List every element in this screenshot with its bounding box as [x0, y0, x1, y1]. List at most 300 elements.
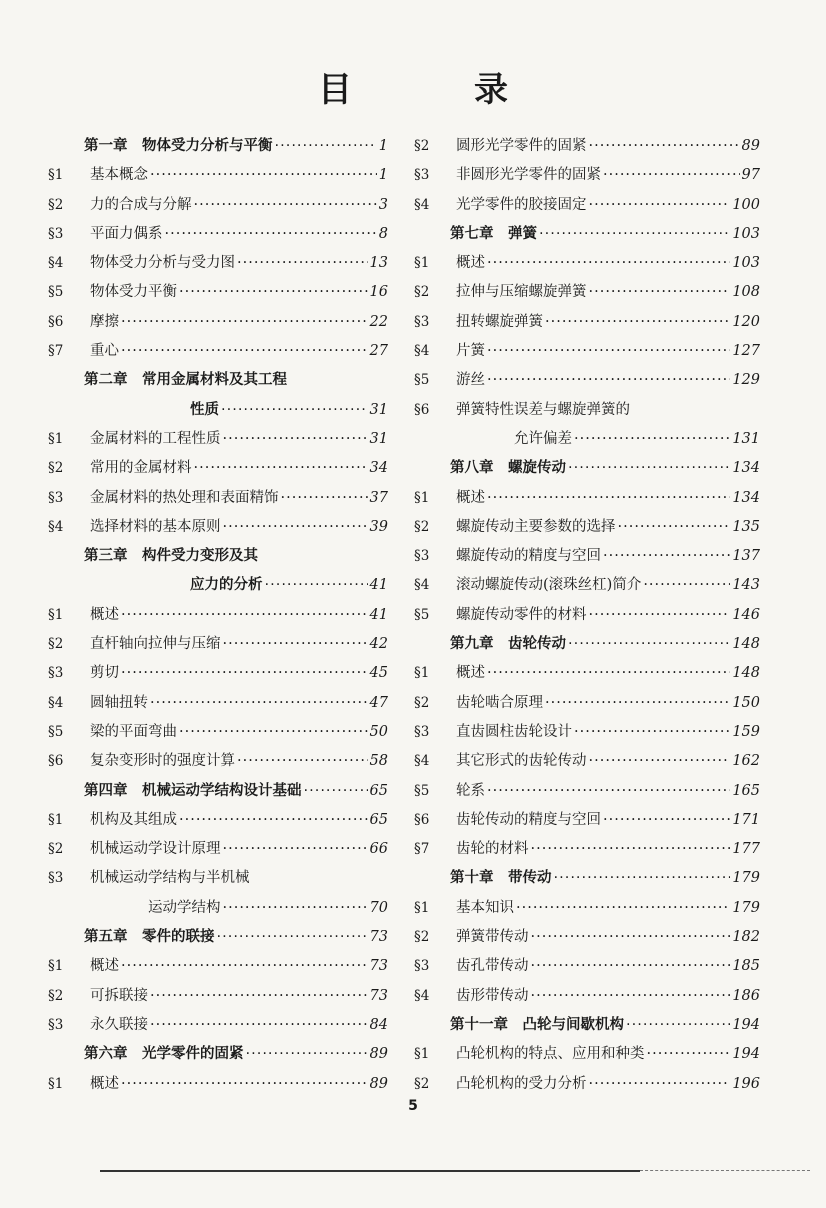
- section-number: §1: [414, 899, 430, 916]
- toc-chapter-row[interactable]: [48, 132, 388, 161]
- chapter-title: 第六章 光学零件的固紧: [84, 1046, 244, 1063]
- section-number: §4: [414, 343, 430, 360]
- dot-leader: [487, 337, 730, 366]
- toc-section-row[interactable]: [48, 220, 388, 249]
- section-number: §3: [414, 958, 430, 975]
- dot-leader: [265, 571, 368, 600]
- section-title: 弹簧特性误差与螺旋弹簧的: [456, 401, 630, 418]
- section-number: §6: [48, 753, 64, 770]
- dot-leader: [618, 513, 731, 542]
- chapter-title: 性质: [190, 401, 219, 418]
- dot-leader: [589, 278, 731, 307]
- page-ref: 84: [369, 1016, 388, 1033]
- section-number: §1: [48, 1075, 64, 1092]
- toc-left-column: [48, 132, 388, 1099]
- page-ref: 73: [369, 929, 388, 946]
- toc-section-row[interactable]: [48, 806, 388, 835]
- dot-leader: [589, 191, 731, 220]
- section-number: §3: [48, 870, 64, 887]
- section-title: 直齿圆柱齿轮设计: [456, 723, 572, 740]
- section-title: 游丝: [456, 372, 485, 389]
- toc-section-row[interactable]: [414, 601, 760, 630]
- section-number: §5: [48, 723, 64, 740]
- toc-section-row[interactable]: [414, 747, 760, 776]
- toc-section-row[interactable]: [48, 425, 388, 454]
- section-title: 允许偏差: [514, 430, 572, 447]
- page-ref: 27: [369, 343, 388, 360]
- section-number: §1: [414, 665, 430, 682]
- page-number: 5: [408, 1098, 418, 1114]
- section-title: 圆轴扭转: [90, 694, 148, 711]
- section-number: §2: [48, 636, 64, 653]
- section-title: 金属材料的热处理和表面精饰: [90, 489, 279, 506]
- dot-leader: [531, 952, 731, 981]
- dot-leader: [121, 337, 368, 366]
- section-number: §7: [48, 343, 64, 360]
- section-number: §2: [414, 284, 430, 301]
- page-ref: 1: [378, 167, 388, 184]
- page-ref: 42: [369, 636, 388, 653]
- section-number: §3: [414, 313, 430, 330]
- page-ref: 8: [378, 225, 388, 242]
- section-number: §4: [414, 577, 430, 594]
- bottom-rule-dashed: [640, 1170, 810, 1172]
- dot-leader: [531, 982, 731, 1011]
- page-ref: 45: [369, 665, 388, 682]
- dot-leader: [194, 191, 377, 220]
- toc-chapter-row[interactable]: [48, 923, 388, 952]
- toc-section-row[interactable]: [414, 161, 760, 190]
- page-ref: 165: [732, 782, 760, 799]
- dot-leader: [603, 806, 730, 835]
- toc-section-row[interactable]: [414, 689, 760, 718]
- dot-leader: [603, 161, 740, 190]
- page-ref: 16: [369, 284, 388, 301]
- section-number: §3: [414, 723, 430, 740]
- page-ref: 148: [732, 665, 760, 682]
- section-number: §1: [48, 167, 64, 184]
- page-ref: 65: [369, 782, 388, 799]
- section-title: 直杆轴向拉伸与压缩: [90, 636, 221, 653]
- toc-section-row[interactable]: [414, 952, 760, 981]
- toc-chapter-row[interactable]: [414, 454, 760, 483]
- dot-leader: [121, 1070, 368, 1099]
- page-ref: 22: [369, 313, 388, 330]
- section-number: §4: [48, 255, 64, 272]
- dot-leader: [194, 454, 368, 483]
- section-title: 概述: [90, 606, 119, 623]
- section-title: 运动学结构: [148, 899, 221, 916]
- dot-leader: [237, 249, 368, 278]
- section-title: 常用的金属材料: [90, 460, 192, 477]
- dot-leader: [539, 220, 730, 249]
- page-ref: 162: [732, 753, 760, 770]
- section-number: §4: [48, 694, 64, 711]
- toc-section-row[interactable]: [48, 484, 388, 513]
- section-title: 概述: [456, 665, 485, 682]
- page-ref: 127: [732, 343, 760, 360]
- toc-chapter-row[interactable]: [48, 571, 388, 600]
- dot-leader: [487, 366, 730, 395]
- toc-section-row[interactable]: [414, 1040, 760, 1069]
- toc-section-row[interactable]: [414, 806, 760, 835]
- section-title: 滚动螺旋传动(滚珠丝杠)简介: [456, 577, 642, 594]
- section-number: §2: [414, 1075, 430, 1092]
- section-title: 弹簧带传动: [456, 929, 529, 946]
- section-title: 永久联接: [90, 1016, 148, 1033]
- section-number: §3: [48, 489, 64, 506]
- section-title: 齿形带传动: [456, 987, 529, 1004]
- page-ref: 73: [369, 958, 388, 975]
- page-ref: 65: [369, 811, 388, 828]
- page-ref: 50: [369, 723, 388, 740]
- section-title: 物体受力分析与受力图: [90, 255, 235, 272]
- dot-leader: [643, 571, 730, 600]
- toc-section-row[interactable]: [414, 366, 760, 395]
- dot-leader: [647, 1040, 731, 1069]
- dot-leader: [545, 689, 730, 718]
- toc-section-row[interactable]: [48, 952, 388, 981]
- page-ref: 146: [732, 606, 760, 623]
- dot-leader: [150, 689, 368, 718]
- toc-section-row[interactable]: [414, 249, 760, 278]
- section-title: 概述: [90, 1075, 119, 1092]
- toc-chapter-row[interactable]: [414, 1011, 760, 1040]
- section-title: 片簧: [456, 343, 485, 360]
- toc-section-row[interactable]: [414, 923, 760, 952]
- chapter-title: 第五章 零件的联接: [84, 929, 215, 946]
- section-number: §1: [414, 255, 430, 272]
- section-number: §3: [48, 1016, 64, 1033]
- dot-leader: [246, 1040, 368, 1069]
- section-title: 机构及其组成: [90, 811, 177, 828]
- dot-leader: [237, 747, 368, 776]
- toc-section-row[interactable]: [48, 191, 388, 220]
- page-ref: 148: [732, 636, 760, 653]
- section-number: §4: [48, 518, 64, 535]
- section-number: §2: [414, 518, 430, 535]
- toc-section-row[interactable]: [48, 513, 388, 542]
- page-ref: 159: [732, 723, 760, 740]
- toc-section-row[interactable]: [48, 894, 388, 923]
- dot-leader: [487, 484, 730, 513]
- chapter-title: 应力的分析: [190, 577, 263, 594]
- chapter-title: 第二章 常用金属材料及其工程: [84, 372, 287, 389]
- toc-chapter-row[interactable]: [48, 542, 388, 571]
- dot-leader: [121, 308, 368, 337]
- dot-leader: [121, 952, 368, 981]
- section-title: 基本概念: [90, 167, 148, 184]
- page-ref: 13: [369, 255, 388, 272]
- page-ref: 97: [741, 167, 760, 184]
- page-ref: 73: [369, 987, 388, 1004]
- dot-leader: [150, 161, 377, 190]
- page-ref: 34: [369, 460, 388, 477]
- section-number: §1: [48, 958, 64, 975]
- section-number: §3: [414, 548, 430, 565]
- toc-section-row[interactable]: [414, 1070, 760, 1099]
- toc-chapter-row[interactable]: [48, 777, 388, 806]
- page-ref: 37: [369, 489, 388, 506]
- section-title: 摩擦: [90, 313, 119, 330]
- dot-leader: [223, 513, 368, 542]
- page-ref: 194: [732, 1016, 760, 1033]
- section-title: 齿轮的材料: [456, 841, 529, 858]
- section-title: 凸轮机构的受力分析: [456, 1075, 587, 1092]
- toc-section-row[interactable]: [414, 278, 760, 307]
- section-number: §6: [414, 811, 430, 828]
- page-ref: 185: [732, 958, 760, 975]
- toc-section-row[interactable]: [414, 894, 760, 923]
- section-number: §5: [414, 782, 430, 799]
- dot-leader: [179, 718, 368, 747]
- toc-section-row[interactable]: [48, 161, 388, 190]
- toc-section-row[interactable]: [414, 542, 760, 571]
- dot-leader: [223, 630, 368, 659]
- section-title: 复杂变形时的强度计算: [90, 753, 235, 770]
- page-ref: 179: [732, 870, 760, 887]
- section-title: 齿轮啮合原理: [456, 694, 543, 711]
- chapter-title: 第三章 构件受力变形及其: [84, 548, 258, 565]
- dot-leader: [589, 132, 740, 161]
- toc-section-row[interactable]: [48, 718, 388, 747]
- page-ref: 108: [732, 284, 760, 301]
- page-ref: 182: [732, 929, 760, 946]
- page-ref: 70: [369, 899, 388, 916]
- chapter-title: 第十一章 凸轮与间歇机构: [450, 1016, 624, 1033]
- dot-leader: [603, 542, 730, 571]
- section-number: §2: [48, 987, 64, 1004]
- dot-leader: [221, 396, 368, 425]
- dot-leader: [223, 425, 368, 454]
- toc-section-row[interactable]: [48, 689, 388, 718]
- section-title: 剪切: [90, 665, 119, 682]
- toc-section-row[interactable]: [48, 835, 388, 864]
- section-number: §6: [414, 401, 430, 418]
- toc-section-row[interactable]: [48, 1070, 388, 1099]
- dot-leader: [568, 454, 730, 483]
- page-ref: 143: [732, 577, 760, 594]
- dot-leader: [275, 132, 377, 161]
- section-number: §3: [48, 225, 64, 242]
- toc-section-row[interactable]: [48, 747, 388, 776]
- section-number: §2: [48, 841, 64, 858]
- toc-section-row[interactable]: [414, 396, 760, 425]
- toc-chapter-row[interactable]: [48, 1040, 388, 1069]
- dot-leader: [281, 484, 368, 513]
- section-number: §5: [48, 284, 64, 301]
- toc-section-row[interactable]: [414, 484, 760, 513]
- section-title: 梁的平面弯曲: [90, 723, 177, 740]
- toc-section-row[interactable]: [48, 630, 388, 659]
- section-title: 选择材料的基本原则: [90, 518, 221, 535]
- section-title: 物体受力平衡: [90, 284, 177, 301]
- bottom-rule: [100, 1170, 640, 1172]
- dot-leader: [531, 923, 731, 952]
- section-number: §5: [414, 372, 430, 389]
- page-ref: 41: [369, 577, 388, 594]
- dot-leader: [589, 1070, 731, 1099]
- dot-leader: [487, 659, 730, 688]
- section-title: 重心: [90, 343, 119, 360]
- toc-section-row[interactable]: [48, 601, 388, 630]
- section-title: 圆形光学零件的固紧: [456, 138, 587, 154]
- section-title: 螺旋传动主要参数的选择: [456, 518, 616, 535]
- page-ref: 196: [732, 1075, 760, 1092]
- toc-section-row[interactable]: [414, 513, 760, 542]
- dot-leader: [121, 659, 368, 688]
- section-title: 螺旋传动的精度与空回: [456, 548, 601, 565]
- section-title: 力的合成与分解: [90, 196, 192, 213]
- section-number: §1: [414, 1046, 430, 1063]
- page-ref: 100: [732, 196, 760, 213]
- dot-leader: [574, 718, 730, 747]
- toc-section-row[interactable]: [414, 659, 760, 688]
- page-ref: 103: [732, 255, 760, 272]
- section-title: 轮系: [456, 782, 485, 799]
- toc-section-row[interactable]: [48, 337, 388, 366]
- page-ref: 89: [741, 138, 760, 154]
- toc-section-row[interactable]: [414, 835, 760, 864]
- dot-leader: [179, 806, 368, 835]
- page-ref: 137: [732, 548, 760, 565]
- toc-section-row[interactable]: [414, 982, 760, 1011]
- section-number: §1: [414, 489, 430, 506]
- dot-leader: [150, 1011, 368, 1040]
- page-ref: 134: [732, 460, 760, 477]
- dot-leader: [217, 923, 368, 952]
- dot-leader: [223, 894, 368, 923]
- toc-section-row[interactable]: [414, 308, 760, 337]
- page-ref: 31: [369, 430, 388, 447]
- toc-section-row[interactable]: [48, 864, 388, 893]
- section-title: 概述: [90, 958, 119, 975]
- chapter-title: 第九章 齿轮传动: [450, 636, 566, 653]
- section-title: 金属材料的工程性质: [90, 430, 221, 447]
- section-number: §6: [48, 313, 64, 330]
- dot-leader: [589, 747, 731, 776]
- section-number: §2: [414, 138, 430, 154]
- toc-section-row[interactable]: [414, 718, 760, 747]
- page-ref: 89: [369, 1075, 388, 1092]
- toc-section-row[interactable]: [48, 249, 388, 278]
- section-title: 拉伸与压缩螺旋弹簧: [456, 284, 587, 301]
- chapter-title: 第八章 螺旋传动: [450, 460, 566, 477]
- section-title: 螺旋传动零件的材料: [456, 606, 587, 623]
- toc-section-row[interactable]: [48, 982, 388, 1011]
- chapter-title: 第十章 带传动: [450, 870, 552, 887]
- page-ref: 171: [732, 811, 760, 828]
- section-title: 扭转螺旋弹簧: [456, 313, 543, 330]
- section-title: 其它形式的齿轮传动: [456, 753, 587, 770]
- dot-leader: [554, 864, 731, 893]
- toc-chapter-row[interactable]: [48, 366, 388, 395]
- dot-leader: [487, 249, 730, 278]
- toc-section-row[interactable]: [414, 132, 760, 161]
- dot-leader: [626, 1011, 730, 1040]
- toc-section-row[interactable]: [48, 659, 388, 688]
- dot-leader: [121, 601, 368, 630]
- page-ref: 135: [732, 518, 760, 535]
- section-title: 基本知识: [456, 899, 514, 916]
- section-title: 概述: [456, 255, 485, 272]
- toc-section-row[interactable]: [414, 777, 760, 806]
- toc-chapter-row[interactable]: [414, 864, 760, 893]
- toc-section-row[interactable]: [414, 571, 760, 600]
- dot-leader: [531, 835, 731, 864]
- section-number: §2: [414, 694, 430, 711]
- page-ref: 134: [732, 489, 760, 506]
- page-ref: 103: [732, 225, 760, 242]
- section-title: 齿孔带传动: [456, 958, 529, 975]
- section-number: §1: [48, 811, 64, 828]
- chapter-title: 第四章 机械运动学结构设计基础: [84, 782, 302, 799]
- toc-section-row[interactable]: [414, 191, 760, 220]
- section-title: 平面力偶系: [90, 225, 163, 242]
- section-number: §1: [48, 430, 64, 447]
- toc-chapter-row[interactable]: [48, 396, 388, 425]
- page-ref: 47: [369, 694, 388, 711]
- dot-leader: [223, 835, 368, 864]
- toc-chapter-row[interactable]: [414, 220, 760, 249]
- chapter-title: 第七章 弹簧: [450, 225, 537, 242]
- page-ref: 41: [369, 606, 388, 623]
- page-ref: 129: [732, 372, 760, 389]
- dot-leader: [516, 894, 730, 923]
- dot-leader: [545, 308, 730, 337]
- toc-section-row[interactable]: [48, 1011, 388, 1040]
- toc-section-row[interactable]: [48, 308, 388, 337]
- page-ref: 150: [732, 694, 760, 711]
- section-title: 凸轮机构的特点、应用和种类: [456, 1046, 645, 1063]
- section-number: §7: [414, 841, 430, 858]
- chapter-title: 第一章 物体受力分析与平衡: [84, 138, 273, 154]
- page-ref: 177: [732, 841, 760, 858]
- dot-leader: [304, 777, 368, 806]
- section-number: §2: [414, 929, 430, 946]
- section-number: §3: [48, 665, 64, 682]
- toc-section-row[interactable]: [48, 454, 388, 483]
- dot-leader: [150, 982, 368, 1011]
- dot-leader: [589, 601, 731, 630]
- page-ref: 179: [732, 899, 760, 916]
- section-number: §1: [48, 606, 64, 623]
- section-title: 可拆联接: [90, 987, 148, 1004]
- toc-section-row[interactable]: [48, 278, 388, 307]
- dot-leader: [574, 425, 730, 454]
- page-ref: 89: [369, 1046, 388, 1063]
- section-number: §4: [414, 196, 430, 213]
- section-title: 机械运动学设计原理: [90, 841, 221, 858]
- page-ref: 3: [378, 196, 388, 213]
- page-ref: 1: [378, 138, 388, 154]
- section-number: §2: [48, 460, 64, 477]
- dot-leader: [568, 630, 730, 659]
- page-ref: 58: [369, 753, 388, 770]
- toc-section-row[interactable]: [414, 425, 760, 454]
- section-number: §3: [414, 167, 430, 184]
- section-number: §4: [414, 987, 430, 1004]
- dot-leader: [487, 777, 730, 806]
- section-number: §4: [414, 753, 430, 770]
- toc-right-column: [414, 132, 760, 1099]
- page-ref: 194: [732, 1046, 760, 1063]
- page-ref: 120: [732, 313, 760, 330]
- toc-chapter-row[interactable]: [414, 630, 760, 659]
- toc-section-row[interactable]: [414, 337, 760, 366]
- dot-leader: [165, 220, 377, 249]
- page-ref: 131: [732, 430, 760, 447]
